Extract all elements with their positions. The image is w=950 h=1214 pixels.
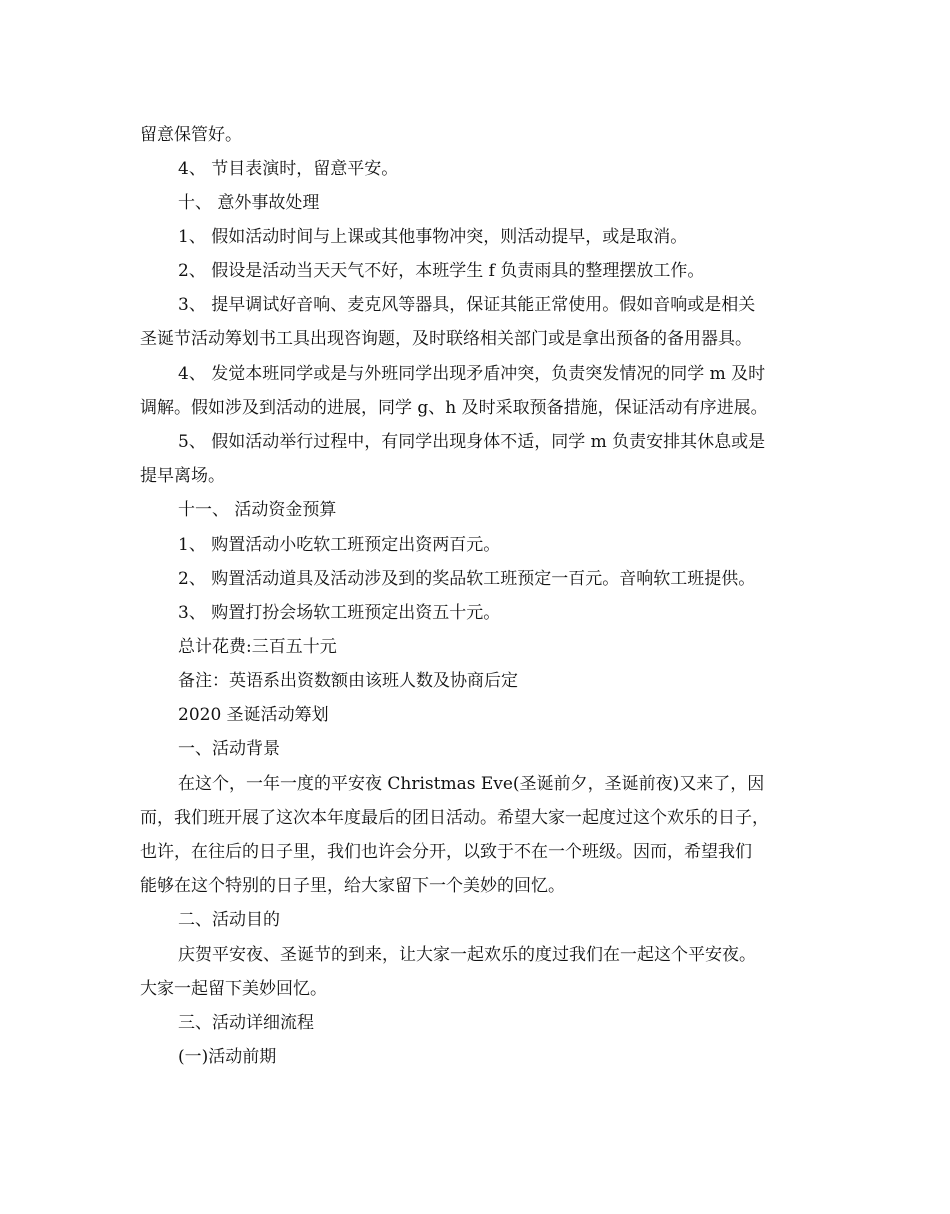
text-line: 3、 购置打扮会场软工班预定出资五十元。	[178, 603, 501, 623]
section-heading: 十一、 活动资金预算	[178, 500, 337, 520]
section-heading: 三、活动详细流程	[178, 1013, 314, 1033]
text-line: 3、 提早调试好音响、麦克风等器具，保证其能正常使用。假如音响或是相关	[178, 295, 756, 315]
text-line: 大家一起留下美妙回忆。	[140, 979, 327, 999]
text-line: 4、 节目表演时，留意平安。	[178, 159, 399, 179]
text-line: 2、 假设是活动当天天气不好，本班学生 f 负责雨具的整理摆放工作。	[178, 261, 705, 281]
text-line: 提早离场。	[140, 466, 225, 486]
text-line: 庆贺平安夜、圣诞节的到来，让大家一起欢乐的度过我们在一起这个平安夜。	[178, 945, 756, 965]
text-line: 留意保管好。	[140, 125, 242, 145]
section-heading: 二、活动目的	[178, 910, 280, 930]
text-line: 1、 购置活动小吃软工班预定出资两百元。	[178, 535, 501, 555]
text-line: 2、 购置活动道具及活动涉及到的奖品软工班预定一百元。音响软工班提供。	[178, 569, 756, 589]
text-line: 调解。假如涉及到活动的进展，同学 g、h 及时采取预备措施，保证活动有序进展。	[140, 398, 768, 418]
text-line: 能够在这个特别的日子里，给大家留下一个美妙的回忆。	[140, 876, 565, 896]
text-line: 也许，在往后的日子里，我们也许会分开，以致于不在一个班级。因而，希望我们	[140, 842, 752, 862]
section-heading: 一、活动背景	[178, 739, 280, 759]
section-heading: 十、 意外事故处理	[178, 193, 320, 213]
text-line: 备注：英语系出资数额由该班人数及协商后定	[178, 671, 518, 691]
text-line: 总计花费:三百五十元	[178, 637, 337, 657]
text-line: 圣诞节活动筹划书工具出现咨询题，及时联络相关部门或是拿出预备的备用器具。	[140, 329, 752, 349]
text-line: 而，我们班开展了这次本年度最后的团日活动。希望大家一起度过这个欢乐的日子，	[140, 808, 769, 828]
section-heading: (一)活动前期	[178, 1047, 277, 1067]
text-line: 5、 假如活动举行过程中，有同学出现身体不适，同学 m 负责安排其休息或是	[178, 432, 766, 452]
document-title: 2020 圣诞活动筹划	[178, 705, 329, 725]
text-line: 1、 假如活动时间与上课或其他事物冲突，则活动提早，或是取消。	[178, 227, 688, 247]
text-line: 4、 发觉本班同学或是与外班同学出现矛盾冲突，负责突发情况的同学 m 及时	[178, 364, 766, 384]
text-line: 在这个，一年一度的平安夜 Christmas Eve(圣诞前夕，圣诞前夜)又来了，因	[178, 774, 765, 794]
